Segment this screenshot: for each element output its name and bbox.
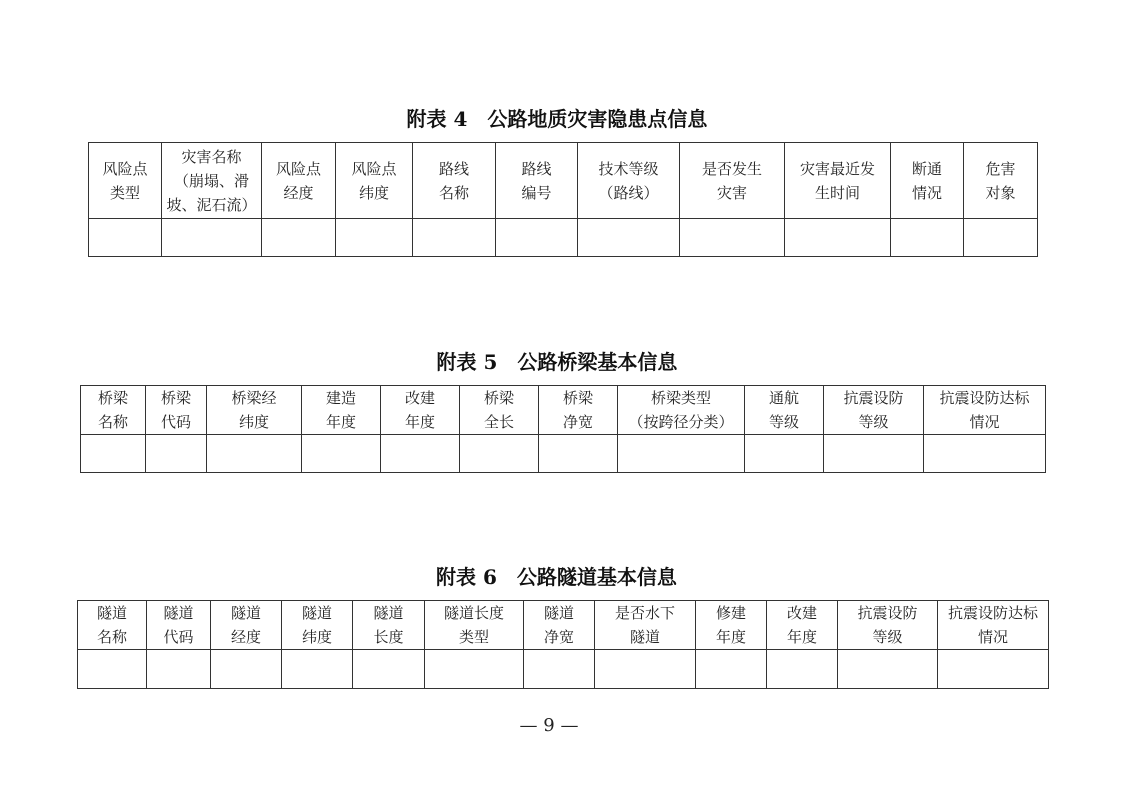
- empty-data-cell: [262, 219, 336, 257]
- empty-data-cell: [282, 650, 353, 689]
- empty-data-cell: [680, 219, 785, 257]
- col-header-tunnel-name: 隧道 名称: [78, 601, 147, 650]
- empty-data-cell: [696, 650, 767, 689]
- tunnel-info-table: [77, 600, 1049, 689]
- col-header-bridge-name: 桥梁 名称: [81, 386, 146, 435]
- col-header-bridge-coordinates: 桥梁经 纬度: [207, 386, 302, 435]
- empty-data-cell: [81, 435, 146, 473]
- empty-data-cell: [460, 435, 539, 473]
- empty-data-cell: [147, 650, 211, 689]
- col-header-tunnel-length: 隧道 长度: [353, 601, 425, 650]
- empty-data-cell: [162, 219, 262, 257]
- col-header-navigation-grade: 通航 等级: [745, 386, 824, 435]
- col-header-risk-latitude: 风险点 纬度: [336, 143, 413, 219]
- bridge-info-table: [80, 385, 1046, 473]
- col-header-tunnel-latitude: 隧道 纬度: [282, 601, 353, 650]
- col-header-underwater-tunnel: 是否水下 隧道: [595, 601, 696, 650]
- col-header-bridge-code: 桥梁 代码: [146, 386, 207, 435]
- header-row: [78, 601, 1049, 650]
- col-header-tunnel-clear-width: 隧道 净宽: [524, 601, 595, 650]
- empty-data-cell: [891, 219, 964, 257]
- empty-data-cell: [539, 435, 618, 473]
- empty-data-cell: [924, 435, 1046, 473]
- col-header-rebuild-year: 改建 年度: [767, 601, 838, 650]
- empty-data-cell: [353, 650, 425, 689]
- col-header-tunnel-length-type: 隧道长度 类型: [425, 601, 524, 650]
- empty-data-cell: [595, 650, 696, 689]
- empty-data-cell: [578, 219, 680, 257]
- col-header-bridge-type: 桥梁类型 （按跨径分类）: [618, 386, 745, 435]
- empty-data-cell: [146, 435, 207, 473]
- empty-data-cell: [89, 219, 162, 257]
- data-row: [89, 219, 1038, 257]
- table-title-bridges: 附表 5 公路桥梁基本信息: [436, 350, 678, 374]
- col-header-disaster-occurred: 是否发生 灾害: [680, 143, 785, 219]
- empty-data-cell: [425, 650, 524, 689]
- table-title-tunnels: 附表 6 公路隧道基本信息: [436, 565, 677, 589]
- empty-data-cell: [524, 650, 595, 689]
- empty-data-cell: [618, 435, 745, 473]
- col-header-route-name: 路线 名称: [413, 143, 496, 219]
- col-header-tunnel-code: 隧道 代码: [147, 601, 211, 650]
- empty-data-cell: [938, 650, 1049, 689]
- empty-data-cell: [496, 219, 578, 257]
- empty-data-cell: [745, 435, 824, 473]
- empty-data-cell: [767, 650, 838, 689]
- col-header-disaster-name: 灾害名称 （崩塌、滑 坡、泥石流）: [162, 143, 262, 219]
- col-header-traffic-status: 断通 情况: [891, 143, 964, 219]
- header-row: [89, 143, 1038, 219]
- col-header-seismic-grade: 抗震设防 等级: [824, 386, 924, 435]
- col-header-seismic-compliance: 抗震设防达标 情况: [924, 386, 1046, 435]
- empty-data-cell: [381, 435, 460, 473]
- col-header-build-year: 建造 年度: [302, 386, 381, 435]
- empty-data-cell: [964, 219, 1038, 257]
- col-header-tech-grade: 技术等级 （路线）: [578, 143, 680, 219]
- table-title-geological-hazards: 附表 4 公路地质灾害隐患点信息: [406, 107, 708, 131]
- empty-data-cell: [785, 219, 891, 257]
- col-header-hazard-target: 危害 对象: [964, 143, 1038, 219]
- col-header-rebuild-year: 改建 年度: [381, 386, 460, 435]
- data-row: [78, 650, 1049, 689]
- col-header-seismic-compliance: 抗震设防达标 情况: [938, 601, 1049, 650]
- empty-data-cell: [413, 219, 496, 257]
- col-header-route-number: 路线 编号: [496, 143, 578, 219]
- col-header-seismic-grade: 抗震设防 等级: [838, 601, 938, 650]
- empty-data-cell: [336, 219, 413, 257]
- page-number: — 9 —: [519, 715, 579, 736]
- col-header-last-disaster-time: 灾害最近发 生时间: [785, 143, 891, 219]
- empty-data-cell: [211, 650, 282, 689]
- geological-hazard-table: [88, 142, 1038, 257]
- col-header-risk-longitude: 风险点 经度: [262, 143, 336, 219]
- data-row: [81, 435, 1046, 473]
- col-header-bridge-clear-width: 桥梁 净宽: [539, 386, 618, 435]
- col-header-risk-type: 风险点 类型: [89, 143, 162, 219]
- col-header-construction-year: 修建 年度: [696, 601, 767, 650]
- header-row: [81, 386, 1046, 435]
- empty-data-cell: [838, 650, 938, 689]
- empty-data-cell: [78, 650, 147, 689]
- empty-data-cell: [207, 435, 302, 473]
- empty-data-cell: [824, 435, 924, 473]
- col-header-bridge-length: 桥梁 全长: [460, 386, 539, 435]
- empty-data-cell: [302, 435, 381, 473]
- col-header-tunnel-longitude: 隧道 经度: [211, 601, 282, 650]
